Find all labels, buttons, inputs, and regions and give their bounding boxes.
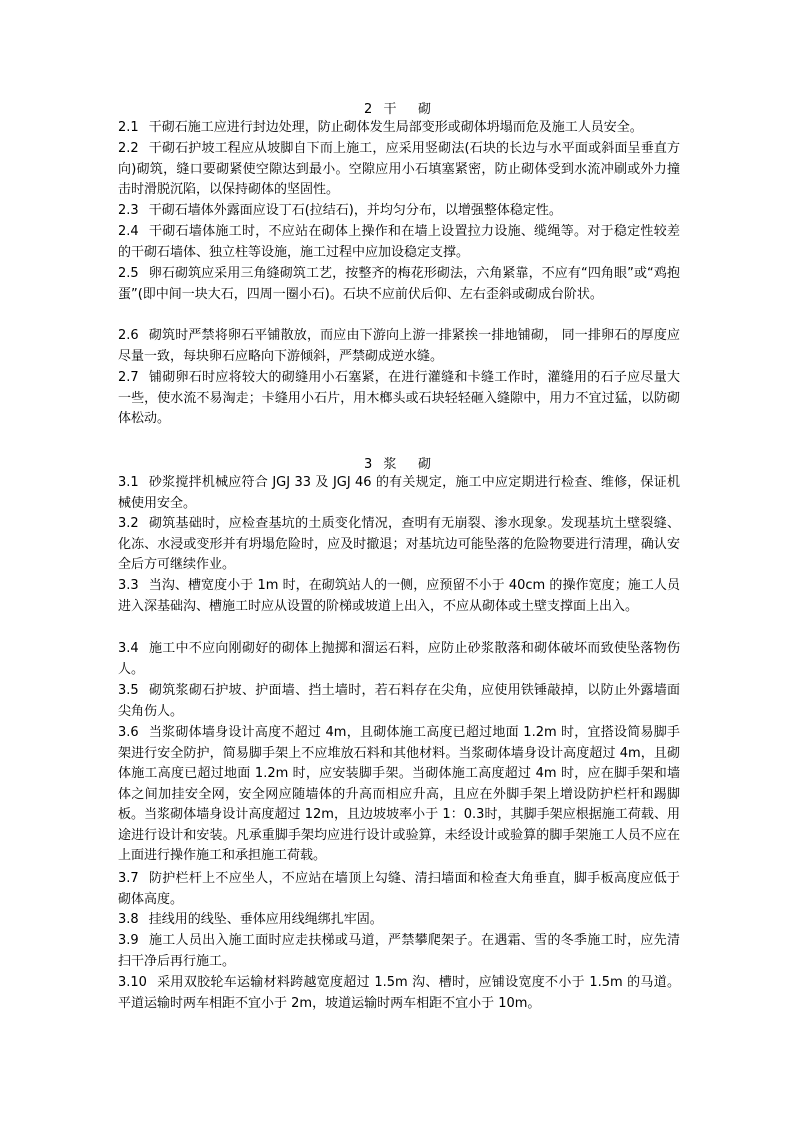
clause-text: 干砌石墙体施工时，不应站在砌体上操作和在墙上设置拉力设施、缆绳等。对于稳定性较差的干砌石墙体、独立柱等设施，施工过程中应加设稳定支撑。	[118, 224, 680, 260]
section-title-mortar-masonry: 3 浆 砌	[363, 457, 433, 472]
clause-text: 砌筑基础时，应检查基坑的土质变化情况，查明有无崩裂、渗水现象。发现基坑土壁裂缝、化冻、水浸或变形并有坍塌危险时，应及时撤退；对基坑边可能坠落的危险物要进行清理，确认安全后方可继续作业。	[118, 516, 680, 572]
clause-2-1	[118, 118, 680, 139]
clause-3-3	[118, 576, 680, 617]
clause-text: 砌筑浆砌石护坡、护面墙、挡土墙时，若石料存在尖角，应使用铁锤敲掉，以防止外露墙面尖角伤人。	[118, 683, 680, 719]
clause-2-4	[118, 222, 680, 263]
clause-3-8	[118, 910, 680, 931]
clause-number: 3.8	[118, 912, 139, 927]
clause-3-6	[118, 723, 680, 867]
clause-text: 铺砌卵石时应将较大的砌缝用小石塞紧，在进行灌缝和卡缝工作时，灌缝用的石子应尽量大一些，使水流不易淘走；卡缝用小石片，用木榔头或石块轻轻砸入缝隙中，用力不宜过猛，以防砌体松动。	[118, 370, 680, 426]
clause-3-4	[118, 639, 680, 680]
clause-number: 2.6	[118, 328, 139, 343]
clause-text: 防护栏杆上不应坐人，不应站在墙顶上勾缝、清扫墙面和检查大角垂直，脚手板高度应低于砌体高度。	[118, 871, 680, 907]
clause-number: 3.4	[118, 641, 139, 656]
clause-text: 砂浆搅拌机械应符合 JGJ 33 及 JGJ 46 的有关规定，施工中应定期进行检查、维修，保证机械使用安全。	[118, 475, 680, 511]
clause-number: 2.1	[118, 120, 139, 135]
clause-text: 采用双胶轮车运输材料跨越宽度超过 1.5m 沟、槽时，应铺设宽度不小于 1.5m 的马道。平道运输时两车相距不宜小于 2m，坡道运输时两车相距不宜小于 10m。	[118, 975, 680, 1011]
clause-text: 干砌石墙体外露面应设丁石(拉结石)，并均匀分布，以增强整体稳定性。	[148, 203, 562, 218]
clause-3-2	[118, 514, 680, 576]
clause-2-3	[118, 201, 680, 222]
clause-text: 干砌石护坡工程应从坡脚自下而上施工，应采用竖砌法(石块的长边与水平面或斜面呈垂直方向)砌筑，缝口要砌紧使空隙达到最小。空隙应用小石填塞紧密，防止砌体受到水流冲刷或外力撞击时滑脱沉陷，以保持砌体的坚固性。	[118, 141, 680, 197]
clause-3-7	[118, 869, 680, 910]
clause-number: 2.2	[118, 141, 139, 156]
clause-text: 干砌石施工应进行封边处理，防止砌体发生局部变形或砌体坍塌而危及施工人员安全。	[148, 120, 643, 135]
clause-number: 2.4	[118, 224, 139, 239]
clause-3-10	[118, 973, 680, 1014]
clause-number: 3.2	[118, 516, 139, 531]
clause-number: 3.10	[118, 975, 147, 990]
clause-text: 卵石砌筑应采用三角缝砌筑工艺，按整齐的梅花形砌法，六角紧靠，不应有“四角眼”或“鸡抱蛋”(即中间一块大石，四周一圈小石)。石块不应前伏后仰、左右歪斜或砌成台阶状。	[118, 266, 680, 302]
clause-3-9	[118, 931, 680, 972]
clause-number: 3.9	[118, 933, 139, 948]
clause-number: 2.7	[118, 370, 139, 385]
clause-text: 施工中不应向刚砌好的砌体上抛掷和溜运石料，应防止砂浆散落和砌体破坏而致使坠落物伤人。	[118, 641, 680, 677]
clause-text: 施工人员出入施工面时应走扶梯或马道，严禁攀爬架子。在遇霜、雪的冬季施工时，应先清扫干净后再行施工。	[118, 933, 680, 969]
clause-3-1	[118, 473, 680, 514]
clause-2-5	[118, 264, 680, 305]
clause-number: 3.6	[118, 725, 139, 740]
clause-3-5	[118, 681, 680, 722]
clause-number: 3.5	[118, 683, 139, 698]
clause-text: 挂线用的线坠、垂体应用线绳绑扎牢固。	[148, 912, 383, 927]
clause-2-6	[118, 326, 680, 367]
clause-text: 当沟、槽宽度小于 1m 时，在砌筑站人的一侧，应预留不小于 40cm 的操作宽度；施工人员进入深基础沟、槽施工时应从设置的阶梯或坡道上出入，不应从砌体或土壁支撑面上出入。	[118, 578, 680, 614]
clause-text: 当浆砌体墙身设计高度不超过 4m，且砌体施工高度已超过地面 1.2m 时，宜搭设简易脚手架进行安全防护，简易脚手架上不应堆放石料和其他材料。当浆砌体墙身设计高度超过 4m，且砌体施工高度已超过地面 1.2m 时，应安装脚手架。当砌体施工高度超过 4m 时，应在脚手架和墙体之间加挂安全网，安全网应随墙体的升高而相应升高，且应在外脚手架上增设防护栏杆和踢脚板。当浆砌体墙身设计高度超过 12m，且边坡坡率小于 1：0.3时，其脚手架应根据施工荷载、用途进行设计和安装。凡承重脚手架均应进行设计或验算，未经设计或验算的脚手架施工人员不应在上面进行操作施工和承担施工荷载。	[118, 725, 680, 863]
clause-number: 2.5	[118, 266, 139, 281]
clause-2-7	[118, 368, 680, 430]
clause-number: 3.7	[118, 871, 139, 886]
section-title-dry-masonry: 2 干 砌	[363, 102, 433, 117]
clause-text: 砌筑时严禁将卵石平铺散放，而应由下游向上游一排紧挨一排地铺砌， 同一排卵石的厚度应尽量一致，每块卵石应略向下游倾斜，严禁砌成逆水缝。	[118, 328, 680, 364]
clause-number: 2.3	[118, 203, 139, 218]
clause-number: 3.1	[118, 475, 139, 490]
clause-2-2	[118, 139, 680, 201]
clause-number: 3.3	[118, 578, 139, 593]
